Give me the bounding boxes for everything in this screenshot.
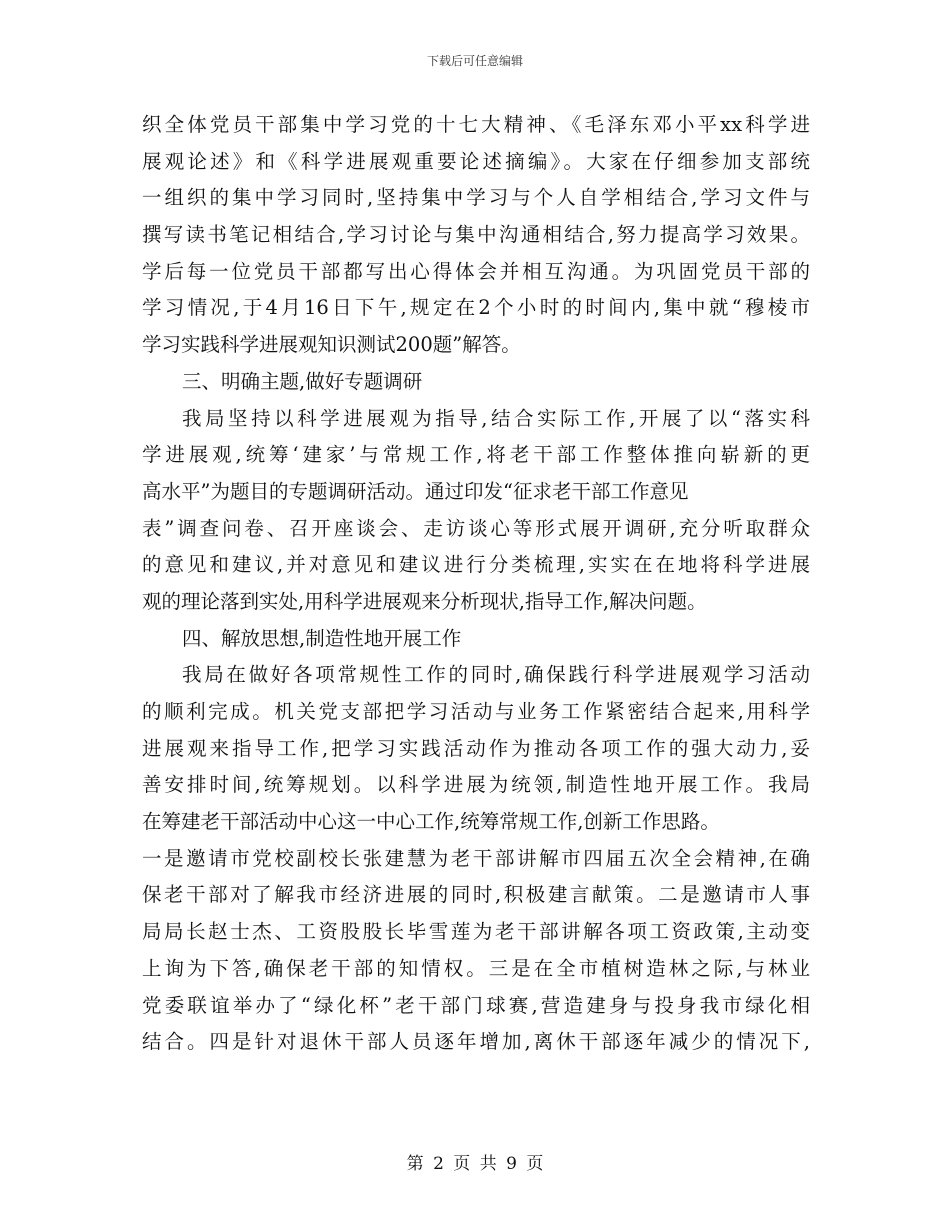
text-line: 织全体党员干部集中学习党的十七大精神、《毛泽东邓小平xx科学进 xyxy=(142,113,810,136)
text-line: 局局长赵士杰、工资股股长毕雪莲为老干部讲解各项工资政策,主动变 xyxy=(142,920,810,944)
text-line: 学进展观,统筹‘建家’与常规工作,将老干部工作整体推向崭新的更 xyxy=(142,443,810,467)
document-body xyxy=(142,107,810,1061)
page-footer: 第 2 页 共 9 页 xyxy=(406,1154,544,1174)
text-line: 我局坚持以科学进展观为指导,结合实际工作,开展了以“落实科 xyxy=(182,406,810,430)
text-line: 的顺利完成。机关党支部把学习活动与业务工作紧密结合起来,用科学 xyxy=(142,700,810,723)
text-line: 学习实践科学进展观知识测试200题”解答。 xyxy=(142,333,521,357)
text-line: 学后每一位党员干部都写出心得体会并相互沟通。为巩固党员干部的 xyxy=(142,259,810,283)
text-line: 在筹建老干部活动中心这一中心工作,统筹常规工作,创新工作思路。 xyxy=(142,810,720,834)
text-line: 学习情况,于4月16日下午,规定在2个小时的时间内,集中就“穆棱市 xyxy=(142,296,810,320)
text-line: 展观论述》和《科学进展观重要论述摘编》。大家在仔细参加支部统 xyxy=(142,149,810,173)
section-heading: 三、明确主题,做好专题调研 xyxy=(182,369,423,393)
text-line: 进展观来指导工作,把学习实践活动作为推动各项工作的强大动力,妥 xyxy=(142,736,810,760)
section-heading: 四、解放思想,制造性地开展工作 xyxy=(182,626,462,650)
page-header: 下载后可任意编辑 xyxy=(426,54,523,68)
text-line: 我局在做好各项常规性工作的同时,确保践行科学进展观学习活动 xyxy=(182,663,810,687)
text-line: 表”调查问卷、召开座谈会、走访谈心等形式展开调研,充分听取群众 xyxy=(142,516,810,540)
text-line: 保老干部对了解我市经济进展的同时,积极建言献策。二是邀请市人事 xyxy=(142,883,810,907)
text-line: 一组织的集中学习同时,坚持集中学习与个人自学相结合,学习文件与 xyxy=(142,186,810,210)
text-line: 观的理论落到实处,用科学进展观来分析现状,指导工作,解决问题。 xyxy=(142,589,707,613)
text-line: 的意见和建议,并对意见和建议进行分类梳理,实实在在地将科学进展 xyxy=(142,553,810,577)
text-line: 党委联谊举办了“绿化杯”老干部门球赛,营造建身与投身我市绿化相 xyxy=(142,993,810,1017)
text-line: 善安排时间,统筹规划。以科学进展为统领,制造性地开展工作。我局 xyxy=(142,773,810,797)
text-line: 上询为下答,确保老干部的知情权。三是在全市植树造林之际,与林业 xyxy=(142,956,810,980)
text-line: 撰写读书笔记相结合,学习讨论与集中沟通相结合,努力提高学习效果。 xyxy=(142,223,810,247)
text-line: 一是邀请市党校副校长张建慧为老干部讲解市四届五次全会精神,在确 xyxy=(142,846,810,870)
text-line: 结合。四是针对退休干部人员逐年增加,离休干部逐年减少的情况下, xyxy=(142,1030,810,1054)
text-line: 高水平”为题目的专题调研活动。通过印发“征求老干部工作意见 xyxy=(142,479,689,503)
